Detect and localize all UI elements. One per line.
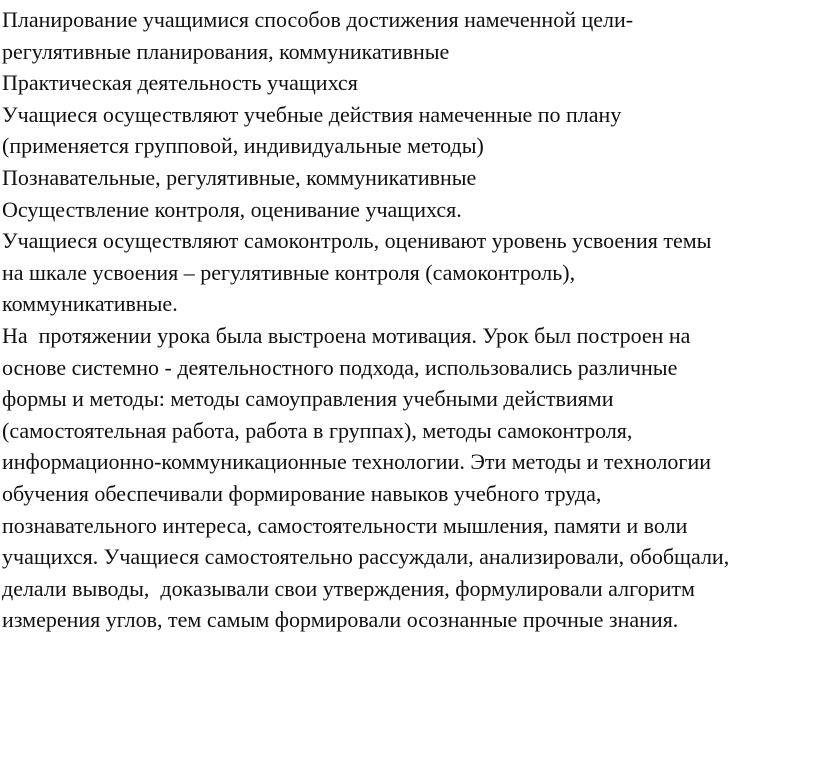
text-line: коммуникативные. (2, 291, 178, 317)
text-line: Планирование учащимися способов достижения намеченной цели- (2, 7, 634, 32)
text-line: учащихся. Учащиеся самостоятельно рассуждали, анализировали, обобщали, (2, 544, 730, 570)
text-line: Учащиеся осуществляют самоконтроль, оценивают уровень усвоения темы (2, 228, 712, 254)
text-line: на шкале усвоения – регулятивные контроля (самоконтроль), (2, 259, 576, 285)
text-line: (самостоятельная работа, работа в группах), методы самоконтроля, (2, 417, 633, 443)
text-line: формы и методы: методы самоуправления учебными действиями (2, 386, 614, 412)
text-line: Осуществление контроля, оценивание учащихся. (2, 196, 462, 222)
text-line: (применяется групповой, индивидуальные методы) (2, 133, 484, 159)
text-line: измерения углов, тем самым формировали осознанные прочные знания. (2, 607, 679, 633)
text-line: Познавательные, регулятивные, коммуникативные (2, 164, 477, 190)
text-line: делали выводы, доказывали свои утверждения, формулировали алгоритм (2, 575, 695, 601)
text-line: Практическая деятельность учащихся (2, 70, 358, 96)
text-line: обучения обеспечивали формирование навыков учебного труда, (2, 480, 602, 506)
text-line: информационно-коммуникационные технологии. Эти методы и технологии (2, 449, 712, 475)
document-body (2, 4, 814, 636)
text-line: основе системно - деятельностного подхода, использовались различные (2, 354, 678, 380)
text-line: На протяжении урока была выстроена мотивация. Урок был построен на (2, 322, 691, 348)
text-line: познавательного интереса, самостоятельности мышления, памяти и воли (2, 512, 688, 538)
text-line: регулятивные планирования, коммуникативные (2, 38, 450, 64)
text-line: Учащиеся осуществляют учебные действия намеченные по плану (2, 101, 622, 127)
